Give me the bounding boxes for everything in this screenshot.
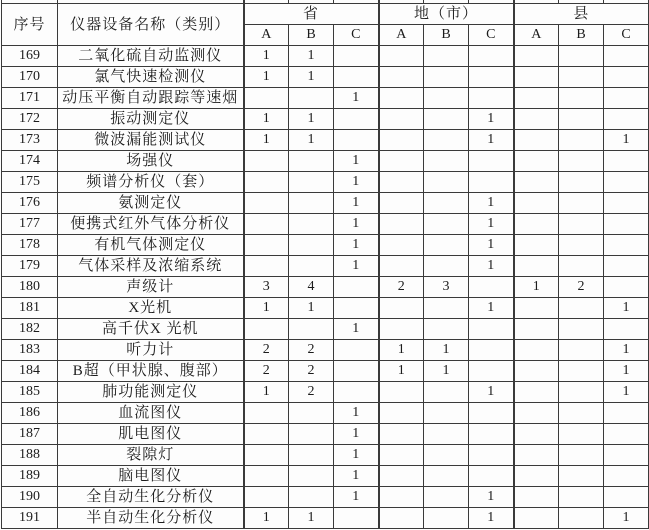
col-subheader-g1-b: B: [424, 25, 469, 46]
table-row: [2, 109, 649, 130]
value-cell: [559, 445, 604, 466]
value-cell: [244, 487, 289, 508]
value-cell: 1: [379, 340, 424, 361]
value-cell: [379, 508, 424, 529]
value-cell: [559, 130, 604, 151]
value-cell: [514, 214, 559, 235]
value-cell: [469, 466, 514, 487]
value-cell: [559, 151, 604, 172]
table-row: [2, 340, 649, 361]
col-subheader-g0-a: A: [244, 25, 289, 46]
value-cell: [559, 235, 604, 256]
name-cell: 氨测定仪: [58, 193, 244, 214]
value-cell: [424, 487, 469, 508]
value-cell: 1: [604, 361, 649, 382]
col-subheader-g2-c: C: [604, 25, 649, 46]
value-cell: 1: [469, 109, 514, 130]
seq-cell: 176: [2, 193, 58, 214]
table-body: [2, 46, 649, 529]
value-cell: [559, 403, 604, 424]
value-cell: 1: [334, 214, 379, 235]
value-cell: 1: [334, 151, 379, 172]
col-header-seq: 序号: [2, 4, 58, 46]
value-cell: [514, 235, 559, 256]
value-cell: 1: [424, 361, 469, 382]
name-cell: 频谱分析仪（套）: [58, 172, 244, 193]
value-cell: 1: [334, 88, 379, 109]
value-cell: [469, 46, 514, 67]
value-cell: [379, 151, 424, 172]
value-cell: 1: [469, 298, 514, 319]
value-cell: [469, 424, 514, 445]
value-cell: [244, 256, 289, 277]
value-cell: [559, 466, 604, 487]
value-cell: 1: [604, 508, 649, 529]
value-cell: [244, 172, 289, 193]
value-cell: [424, 214, 469, 235]
value-cell: [379, 214, 424, 235]
seq-cell: 170: [2, 67, 58, 88]
seq-cell: 171: [2, 88, 58, 109]
value-cell: [604, 445, 649, 466]
value-cell: [424, 466, 469, 487]
value-cell: [604, 109, 649, 130]
name-cell: 场强仪: [58, 151, 244, 172]
value-cell: [289, 466, 334, 487]
seq-cell: 185: [2, 382, 58, 403]
value-cell: 2: [289, 340, 334, 361]
value-cell: [469, 403, 514, 424]
value-cell: 2: [289, 382, 334, 403]
col-subheader-g1-a: A: [379, 25, 424, 46]
value-cell: [469, 361, 514, 382]
value-cell: [559, 172, 604, 193]
name-cell: B超（甲状腺、腹部）: [58, 361, 244, 382]
value-cell: [334, 382, 379, 403]
seq-cell: 189: [2, 466, 58, 487]
value-cell: 1: [334, 235, 379, 256]
table-row: [2, 88, 649, 109]
value-cell: 3: [424, 277, 469, 298]
col-subheader-g0-b: B: [289, 25, 334, 46]
value-cell: 3: [244, 277, 289, 298]
seq-cell: 175: [2, 172, 58, 193]
table-row: [2, 403, 649, 424]
value-cell: [379, 130, 424, 151]
name-cell: 高千伏X 光机: [58, 319, 244, 340]
table-row: [2, 319, 649, 340]
name-cell: 声级计: [58, 277, 244, 298]
value-cell: 1: [289, 298, 334, 319]
value-cell: 1: [289, 508, 334, 529]
seq-cell: 187: [2, 424, 58, 445]
seq-cell: 180: [2, 277, 58, 298]
value-cell: [379, 403, 424, 424]
seq-cell: 172: [2, 109, 58, 130]
value-cell: [604, 193, 649, 214]
col-group-prefecture: 地（市）: [379, 4, 514, 25]
name-cell: 脑电图仪: [58, 466, 244, 487]
value-cell: [604, 151, 649, 172]
value-cell: 1: [334, 256, 379, 277]
col-subheader-g0-c: C: [334, 25, 379, 46]
value-cell: [244, 235, 289, 256]
col-group-county: 县: [514, 4, 649, 25]
value-cell: [379, 46, 424, 67]
value-cell: [514, 319, 559, 340]
value-cell: [514, 298, 559, 319]
value-cell: [514, 151, 559, 172]
value-cell: [559, 361, 604, 382]
table-row: [2, 67, 649, 88]
value-cell: [514, 508, 559, 529]
seq-cell: 179: [2, 256, 58, 277]
value-cell: [289, 256, 334, 277]
value-cell: [559, 424, 604, 445]
value-cell: [334, 46, 379, 67]
value-cell: [334, 361, 379, 382]
table-row: [2, 151, 649, 172]
value-cell: [559, 340, 604, 361]
value-cell: 1: [334, 445, 379, 466]
table-row: [2, 214, 649, 235]
value-cell: [514, 256, 559, 277]
value-cell: [424, 403, 469, 424]
name-cell: 便携式红外气体分析仪: [58, 214, 244, 235]
value-cell: [604, 424, 649, 445]
seq-cell: 174: [2, 151, 58, 172]
value-cell: [469, 277, 514, 298]
value-cell: 1: [244, 382, 289, 403]
value-cell: [244, 319, 289, 340]
value-cell: [469, 151, 514, 172]
value-cell: 1: [469, 382, 514, 403]
seq-cell: 184: [2, 361, 58, 382]
value-cell: [289, 445, 334, 466]
group-header-row: [2, 4, 649, 25]
value-cell: 2: [289, 361, 334, 382]
seq-cell: 188: [2, 445, 58, 466]
value-cell: [604, 88, 649, 109]
value-cell: [424, 319, 469, 340]
value-cell: [514, 67, 559, 88]
value-cell: [244, 88, 289, 109]
value-cell: 2: [559, 277, 604, 298]
col-subheader-g2-a: A: [514, 25, 559, 46]
value-cell: [514, 46, 559, 67]
value-cell: 1: [334, 466, 379, 487]
value-cell: [289, 403, 334, 424]
value-cell: [514, 382, 559, 403]
value-cell: [559, 298, 604, 319]
name-cell: 振动测定仪: [58, 109, 244, 130]
seq-cell: 190: [2, 487, 58, 508]
value-cell: [334, 67, 379, 88]
seq-cell: 177: [2, 214, 58, 235]
value-cell: 1: [604, 298, 649, 319]
value-cell: 1: [334, 172, 379, 193]
table-row: [2, 298, 649, 319]
table-row: [2, 466, 649, 487]
value-cell: [379, 193, 424, 214]
value-cell: 1: [244, 298, 289, 319]
table-row: [2, 424, 649, 445]
value-cell: [559, 256, 604, 277]
value-cell: 1: [469, 256, 514, 277]
value-cell: [469, 88, 514, 109]
name-cell: 有机气体测定仪: [58, 235, 244, 256]
value-cell: 1: [469, 508, 514, 529]
value-cell: [289, 193, 334, 214]
value-cell: 1: [379, 361, 424, 382]
value-cell: [334, 340, 379, 361]
value-cell: [244, 424, 289, 445]
value-cell: [289, 214, 334, 235]
value-cell: [379, 424, 424, 445]
value-cell: [424, 382, 469, 403]
value-cell: 1: [604, 130, 649, 151]
value-cell: [244, 445, 289, 466]
value-cell: [514, 424, 559, 445]
value-cell: [379, 235, 424, 256]
seq-cell: 183: [2, 340, 58, 361]
value-cell: [514, 88, 559, 109]
value-cell: [559, 508, 604, 529]
value-cell: 1: [514, 277, 559, 298]
name-cell: 氯气快速检测仪: [58, 67, 244, 88]
table-row: [2, 361, 649, 382]
value-cell: [559, 319, 604, 340]
value-cell: 1: [604, 382, 649, 403]
table-row: [2, 130, 649, 151]
value-cell: 1: [334, 403, 379, 424]
value-cell: [469, 319, 514, 340]
value-cell: [514, 130, 559, 151]
value-cell: [424, 67, 469, 88]
value-cell: 1: [334, 487, 379, 508]
value-cell: [289, 319, 334, 340]
value-cell: [469, 67, 514, 88]
value-cell: [604, 172, 649, 193]
value-cell: [604, 319, 649, 340]
value-cell: 2: [244, 361, 289, 382]
value-cell: [424, 88, 469, 109]
value-cell: [514, 403, 559, 424]
value-cell: [514, 466, 559, 487]
value-cell: [289, 88, 334, 109]
seq-cell: 182: [2, 319, 58, 340]
value-cell: [379, 466, 424, 487]
value-cell: 2: [244, 340, 289, 361]
value-cell: [244, 151, 289, 172]
table-row: [2, 256, 649, 277]
value-cell: [379, 256, 424, 277]
value-cell: [289, 172, 334, 193]
value-cell: [604, 235, 649, 256]
value-cell: [514, 109, 559, 130]
seq-cell: 186: [2, 403, 58, 424]
name-cell: 动压平衡自动跟踪等速烟: [58, 88, 244, 109]
value-cell: [604, 46, 649, 67]
value-cell: 1: [469, 235, 514, 256]
table-row: [2, 487, 649, 508]
value-cell: [469, 445, 514, 466]
value-cell: 2: [379, 277, 424, 298]
value-cell: [514, 340, 559, 361]
value-cell: 1: [469, 487, 514, 508]
value-cell: [424, 508, 469, 529]
value-cell: [424, 151, 469, 172]
value-cell: 1: [334, 424, 379, 445]
name-cell: 血流图仪: [58, 403, 244, 424]
value-cell: 1: [244, 508, 289, 529]
value-cell: [604, 256, 649, 277]
value-cell: [559, 193, 604, 214]
table-row: [2, 235, 649, 256]
value-cell: 1: [289, 67, 334, 88]
value-cell: [379, 88, 424, 109]
value-cell: 1: [244, 46, 289, 67]
value-cell: 1: [289, 130, 334, 151]
value-cell: [289, 487, 334, 508]
seq-cell: 181: [2, 298, 58, 319]
value-cell: [559, 67, 604, 88]
value-cell: [379, 382, 424, 403]
value-cell: 1: [289, 46, 334, 67]
value-cell: [379, 172, 424, 193]
name-cell: 肌电图仪: [58, 424, 244, 445]
name-cell: 肺功能测定仪: [58, 382, 244, 403]
value-cell: [559, 88, 604, 109]
value-cell: [379, 109, 424, 130]
value-cell: [469, 172, 514, 193]
value-cell: [289, 235, 334, 256]
name-cell: 半自动生化分析仪: [58, 508, 244, 529]
table-row: [2, 382, 649, 403]
value-cell: [379, 487, 424, 508]
value-cell: [379, 298, 424, 319]
value-cell: [604, 277, 649, 298]
value-cell: [514, 487, 559, 508]
value-cell: [424, 235, 469, 256]
name-cell: 微波漏能测试仪: [58, 130, 244, 151]
value-cell: [559, 382, 604, 403]
name-cell: 气体采样及浓缩系统: [58, 256, 244, 277]
value-cell: [514, 445, 559, 466]
table-header: [2, 0, 649, 46]
value-cell: [244, 214, 289, 235]
table-row: [2, 445, 649, 466]
value-cell: 1: [334, 319, 379, 340]
value-cell: 1: [469, 214, 514, 235]
value-cell: 1: [244, 67, 289, 88]
value-cell: [424, 424, 469, 445]
table-row: [2, 508, 649, 529]
value-cell: [424, 172, 469, 193]
value-cell: [559, 46, 604, 67]
value-cell: [514, 361, 559, 382]
value-cell: [604, 67, 649, 88]
table-row: [2, 172, 649, 193]
value-cell: [379, 445, 424, 466]
value-cell: [424, 256, 469, 277]
value-cell: [424, 298, 469, 319]
value-cell: [424, 193, 469, 214]
value-cell: 1: [604, 340, 649, 361]
value-cell: [379, 319, 424, 340]
value-cell: [604, 214, 649, 235]
value-cell: [334, 109, 379, 130]
value-cell: [424, 109, 469, 130]
value-cell: 4: [289, 277, 334, 298]
value-cell: [244, 193, 289, 214]
seq-cell: 191: [2, 508, 58, 529]
value-cell: [604, 403, 649, 424]
seq-cell: 169: [2, 46, 58, 67]
value-cell: [469, 340, 514, 361]
value-cell: 1: [244, 109, 289, 130]
value-cell: [334, 508, 379, 529]
value-cell: [334, 277, 379, 298]
value-cell: [244, 403, 289, 424]
value-cell: [604, 466, 649, 487]
value-cell: [379, 67, 424, 88]
table-row: [2, 193, 649, 214]
seq-cell: 173: [2, 130, 58, 151]
col-header-name: 仪器设备名称（类别）: [58, 4, 244, 46]
value-cell: 1: [469, 130, 514, 151]
seq-cell: 178: [2, 235, 58, 256]
col-group-province: 省: [244, 4, 379, 25]
value-cell: 1: [334, 193, 379, 214]
value-cell: 1: [469, 193, 514, 214]
table-row: [2, 277, 649, 298]
value-cell: [559, 214, 604, 235]
name-cell: 听力计: [58, 340, 244, 361]
name-cell: X光机: [58, 298, 244, 319]
col-subheader-g1-c: C: [469, 25, 514, 46]
value-cell: [604, 487, 649, 508]
value-cell: [514, 172, 559, 193]
value-cell: 1: [244, 130, 289, 151]
name-cell: 全自动生化分析仪: [58, 487, 244, 508]
value-cell: [334, 130, 379, 151]
name-cell: 裂隙灯: [58, 445, 244, 466]
value-cell: [559, 109, 604, 130]
equipment-allocation-table: [1, 0, 649, 529]
col-subheader-g2-b: B: [559, 25, 604, 46]
table-row: [2, 46, 649, 67]
value-cell: [514, 193, 559, 214]
value-cell: [244, 466, 289, 487]
value-cell: [289, 424, 334, 445]
name-cell: 二氧化硫自动监测仪: [58, 46, 244, 67]
value-cell: [289, 151, 334, 172]
value-cell: [334, 298, 379, 319]
value-cell: [424, 130, 469, 151]
value-cell: [424, 445, 469, 466]
value-cell: [424, 46, 469, 67]
value-cell: [559, 487, 604, 508]
value-cell: 1: [289, 109, 334, 130]
value-cell: 1: [424, 340, 469, 361]
